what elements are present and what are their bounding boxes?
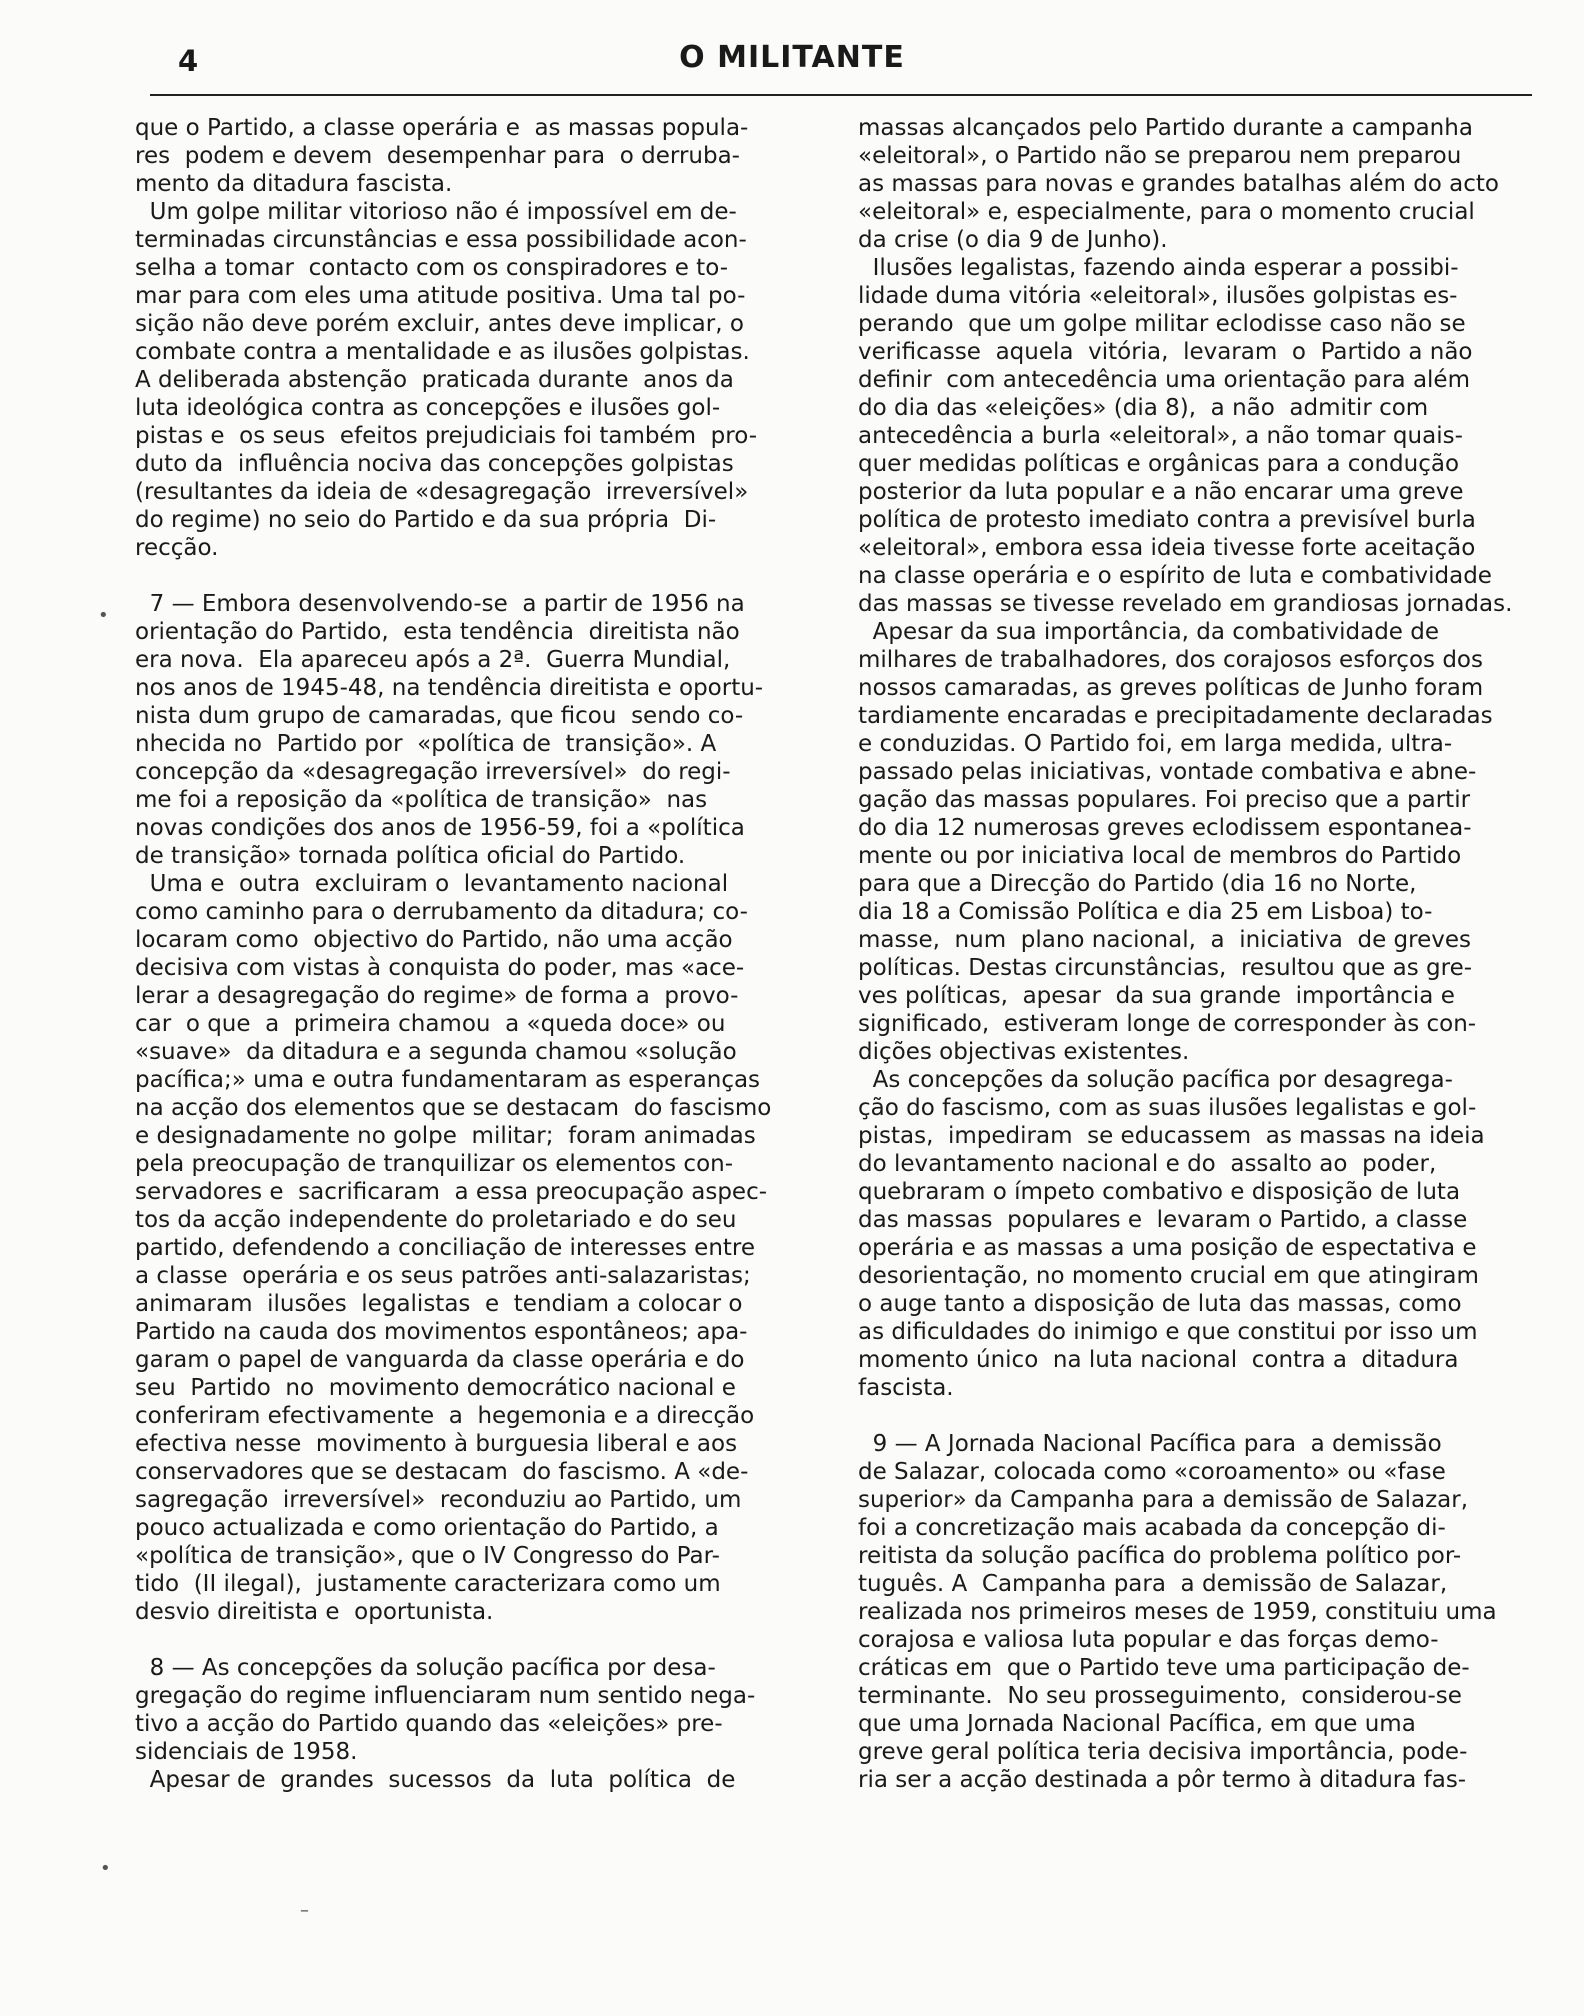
text-line: políticas. Destas circunstâncias, resultou que as gre- — [858, 955, 1473, 981]
text-line: corajosa e valiosa luta popular e das forças demo- — [858, 1627, 1439, 1653]
text-line: desorientação, no momento crucial em que atingiram — [858, 1263, 1479, 1289]
text-line: do dia das «eleições» (dia 8), a não admitir com — [858, 395, 1429, 421]
margin-dot: • — [98, 605, 109, 626]
right-column — [858, 114, 1542, 1794]
text-line: novas condições dos anos de 1956-59, foi a «política — [135, 815, 745, 841]
text-line: e designadamente no golpe militar; foram animadas — [135, 1123, 756, 1149]
text-line: era nova. Ela apareceu após a 2ª. Guerra Mundial, — [135, 647, 731, 673]
text-line: ves políticas, apesar da sua grande importância e — [858, 983, 1455, 1009]
text-line: mar para com eles uma atitude positiva. Uma tal po- — [135, 283, 746, 309]
text-line: que o Partido, a classe operária e as massas popula- — [135, 115, 749, 141]
text-line: o auge tanto a disposição de luta das massas, como — [858, 1291, 1462, 1317]
text-line: seu Partido no movimento democrático nacional e — [135, 1375, 736, 1401]
left-column — [135, 114, 853, 1794]
text-line: tardiamente encaradas e precipitadamente declaradas — [858, 703, 1493, 729]
text-line: dições objectivas existentes. — [858, 1039, 1190, 1065]
text-line: tivo a acção do Partido quando das «eleições» pre- — [135, 1711, 723, 1737]
text-line: foi a concretização mais acabada da concepção di- — [858, 1515, 1446, 1541]
text-line: tuguês. A Campanha para a demissão de Salazar, — [858, 1571, 1448, 1597]
text-line: car o que a primeira chamou a «queda doce» ou — [135, 1011, 726, 1037]
text-line: Um golpe militar vitorioso não é impossível em de- — [135, 199, 737, 225]
text-line: servadores e sacrificaram a essa preocupação aspec- — [135, 1179, 768, 1205]
text-line: locaram como objectivo do Partido, não uma acção — [135, 927, 733, 953]
text-line: do regime) no seio do Partido e da sua própria Di- — [135, 507, 717, 533]
text-line: antecedência a burla «eleitoral», a não tomar quais- — [858, 423, 1463, 449]
text-line: Uma e outra excluiram o levantamento nacional — [135, 871, 729, 897]
text-line: operária e as massas a uma posição de espectativa e — [858, 1235, 1477, 1261]
text-line: conservadores que se destacam do fascismo. A «de- — [135, 1459, 749, 1485]
text-line: recção. — [135, 535, 219, 561]
text-line: na acção dos elementos que se destacam do fascismo — [135, 1095, 772, 1121]
text-line: ria ser a acção destinada a pôr termo à ditadura fas- — [858, 1767, 1467, 1793]
text-line: do levantamento nacional e do assalto ao poder, — [858, 1151, 1437, 1177]
text-line: ção do fascismo, com as suas ilusões legalistas e gol- — [858, 1095, 1477, 1121]
text-line: conferiram efectivamente a hegemonia e a direcção — [135, 1403, 755, 1429]
text-line: Partido na cauda dos movimentos espontâneos; apa- — [135, 1319, 748, 1345]
text-line: pela preocupação de tranquilizar os elementos con- — [135, 1151, 734, 1177]
text-line: as dificuldades do inimigo e que constitui por isso um — [858, 1319, 1478, 1345]
text-line: das massas populares e levaram o Partido, a classe — [858, 1207, 1468, 1233]
text-line: 7 — Embora desenvolvendo-se a partir de 1956 na — [135, 591, 745, 617]
text-line: Apesar da sua importância, da combatividade de — [858, 619, 1440, 645]
text-line: terminadas circunstâncias e essa possibilidade acon- — [135, 227, 747, 253]
text-line: reitista da solução pacífica do problema político por- — [858, 1543, 1462, 1569]
text-line: pistas e os seus efeitos prejudiciais foi também pro- — [135, 423, 757, 449]
text-line: como caminho para o derrubamento da ditadura; co- — [135, 899, 748, 925]
text-line: quebraram o ímpeto combativo e disposição de luta — [858, 1179, 1461, 1205]
text-line: As concepções da solução pacífica por desagrega- — [858, 1067, 1453, 1093]
text-line: efectiva nesse movimento à burguesia liberal e aos — [135, 1431, 738, 1457]
text-line: quer medidas políticas e orgânicas para a condução — [858, 451, 1460, 477]
text-line: as massas para novas e grandes batalhas além do acto — [858, 171, 1500, 197]
text-line: decisiva com vistas à conquista do poder, mas «ace- — [135, 955, 745, 981]
text-line: «política de transição», que o IV Congresso do Par- — [135, 1543, 720, 1569]
text-line: 8 — As concepções da solução pacífica por desa- — [135, 1655, 716, 1681]
margin-dot: • — [100, 1858, 111, 1879]
text-line: realizada nos primeiros meses de 1959, constituiu uma — [858, 1599, 1497, 1625]
text-line: momento único na luta nacional contra a ditadura — [858, 1347, 1459, 1373]
text-line: terminante. No seu prosseguimento, considerou-se — [858, 1683, 1462, 1709]
text-line: garam o papel de vanguarda da classe operária e do — [135, 1347, 745, 1373]
text-line: 9 — A Jornada Nacional Pacífica para a demissão — [858, 1431, 1442, 1457]
paragraph-gap — [135, 1626, 853, 1654]
text-line: que uma Jornada Nacional Pacífica, em que uma — [858, 1711, 1416, 1737]
text-line: perando que um golpe militar eclodisse caso não se — [858, 311, 1466, 337]
text-line: passado pelas iniciativas, vontade combativa e abne- — [858, 759, 1477, 785]
text-line: cráticas em que o Partido teve uma participação de- — [858, 1655, 1470, 1681]
text-line: verificasse aquela vitória, levaram o Partido a não — [858, 339, 1473, 365]
text-line: lerar a desagregação do regime» de forma a provo- — [135, 983, 739, 1009]
text-line: superior» da Campanha para a demissão de Salazar, — [858, 1487, 1469, 1513]
text-line: de Salazar, colocada como «coroamento» ou «fase — [858, 1459, 1446, 1485]
text-line: nhecida no Partido por «política de transição». A — [135, 731, 717, 757]
text-line: para que a Direcção do Partido (dia 16 no Norte, — [858, 871, 1417, 897]
text-line: luta ideológica contra as concepções e ilusões gol- — [135, 395, 721, 421]
paragraph-gap — [135, 562, 853, 590]
text-line: Ilusões legalistas, fazendo ainda esperar a possibi- — [858, 255, 1459, 281]
text-line: política de protesto imediato contra a previsível burla — [858, 507, 1476, 533]
paragraph-gap — [858, 1402, 1542, 1430]
page-number: 4 — [178, 44, 199, 78]
text-line: a classe operária e os seus patrões anti-salazaristas; — [135, 1263, 751, 1289]
header-rule — [150, 94, 1532, 96]
text-line: do dia 12 numerosas greves eclodissem espontanea- — [858, 815, 1472, 841]
text-line: combate contra a mentalidade e as ilusões golpistas. — [135, 339, 750, 365]
text-line: lidade duma vitória «eleitoral», ilusões golpistas es- — [858, 283, 1458, 309]
text-line: pistas, impediram se educassem as massas na ideia — [858, 1123, 1485, 1149]
text-line: gregação do regime influenciaram num sentido nega- — [135, 1683, 756, 1709]
text-line: sagregação irreversível» reconduziu ao Partido, um — [135, 1487, 742, 1513]
text-line: na classe operária e o espírito de luta e combatividade — [858, 563, 1492, 589]
text-line: res podem e devem desempenhar para o derruba- — [135, 143, 740, 169]
text-line: mente ou por iniciativa local de membros do Partido — [858, 843, 1462, 869]
text-line: A deliberada abstenção praticada durante anos da — [135, 367, 734, 393]
text-line: posterior da luta popular e a não encarar uma greve — [858, 479, 1464, 505]
text-line: «eleitoral», o Partido não se preparou nem preparou — [858, 143, 1462, 169]
text-line: pouco actualizada e como orientação do Partido, a — [135, 1515, 719, 1541]
text-line: das massas se tivesse revelado em grandiosas jornadas. — [858, 591, 1513, 617]
margin-dash: – — [300, 1900, 309, 1921]
text-line: nista dum grupo de camaradas, que ficou sendo co- — [135, 703, 744, 729]
text-line: milhares de trabalhadores, dos corajosos esforços dos — [858, 647, 1483, 673]
text-line: masse, num plano nacional, a iniciativa de greves — [858, 927, 1471, 953]
text-line: Apesar de grandes sucessos da luta política de — [135, 1767, 736, 1793]
text-line: da crise (o dia 9 de Junho). — [858, 227, 1168, 253]
text-line: me foi a reposição da «política de transição» nas — [135, 787, 708, 813]
text-line: nossos camaradas, as greves políticas de Junho foram — [858, 675, 1484, 701]
text-line: pacífica;» uma e outra fundamentaram as esperanças — [135, 1067, 761, 1093]
text-line: desvio direitista e oportunista. — [135, 1599, 494, 1625]
text-line: partido, defendendo a conciliação de interesses entre — [135, 1235, 756, 1261]
text-line: de transição» tornada política oficial do Partido. — [135, 843, 686, 869]
text-line: orientação do Partido, esta tendência direitista não — [135, 619, 740, 645]
text-line: (resultantes da ideia de «desagregação irreversível» — [135, 479, 749, 505]
text-line: tido (II ilegal), justamente caracterizara como um — [135, 1571, 721, 1597]
text-line: e conduzidas. O Partido foi, em larga medida, ultra- — [858, 731, 1453, 757]
text-line: sidenciais de 1958. — [135, 1739, 358, 1765]
publication-title: O MILITANTE — [679, 40, 905, 75]
text-line: sição não deve porém excluir, antes deve implicar, o — [135, 311, 744, 337]
text-line: mento da ditadura fascista. — [135, 171, 453, 197]
text-line: concepção da «desagregação irreversível» do regi- — [135, 759, 731, 785]
text-line: «eleitoral» e, especialmente, para o momento crucial — [858, 199, 1475, 225]
text-line: massas alcançados pelo Partido durante a campanha — [858, 115, 1473, 141]
text-line: definir com antecedência uma orientação para além — [858, 367, 1470, 393]
text-line: greve geral política teria decisiva importância, pode- — [858, 1739, 1468, 1765]
text-line: selha a tomar contacto com os conspiradores e to- — [135, 255, 728, 281]
text-line: significado, estiveram longe de corresponder às con- — [858, 1011, 1477, 1037]
text-line: tos da acção independente do proletariado e do seu — [135, 1207, 737, 1233]
text-line: animaram ilusões legalistas e tendiam a colocar o — [135, 1291, 743, 1317]
text-line: nos anos de 1945-48, na tendência direitista e oportu- — [135, 675, 764, 701]
text-line: dia 18 a Comissão Política e dia 25 em Lisboa) to- — [858, 899, 1433, 925]
text-line: «eleitoral», embora essa ideia tivesse forte aceitação — [858, 535, 1476, 561]
text-line: duto da influência nociva das concepções golpistas — [135, 451, 734, 477]
text-line: «suave» da ditadura e a segunda chamou «solução — [135, 1039, 737, 1065]
text-line: gação das massas populares. Foi preciso que a partir — [858, 787, 1471, 813]
text-line: fascista. — [858, 1375, 954, 1401]
